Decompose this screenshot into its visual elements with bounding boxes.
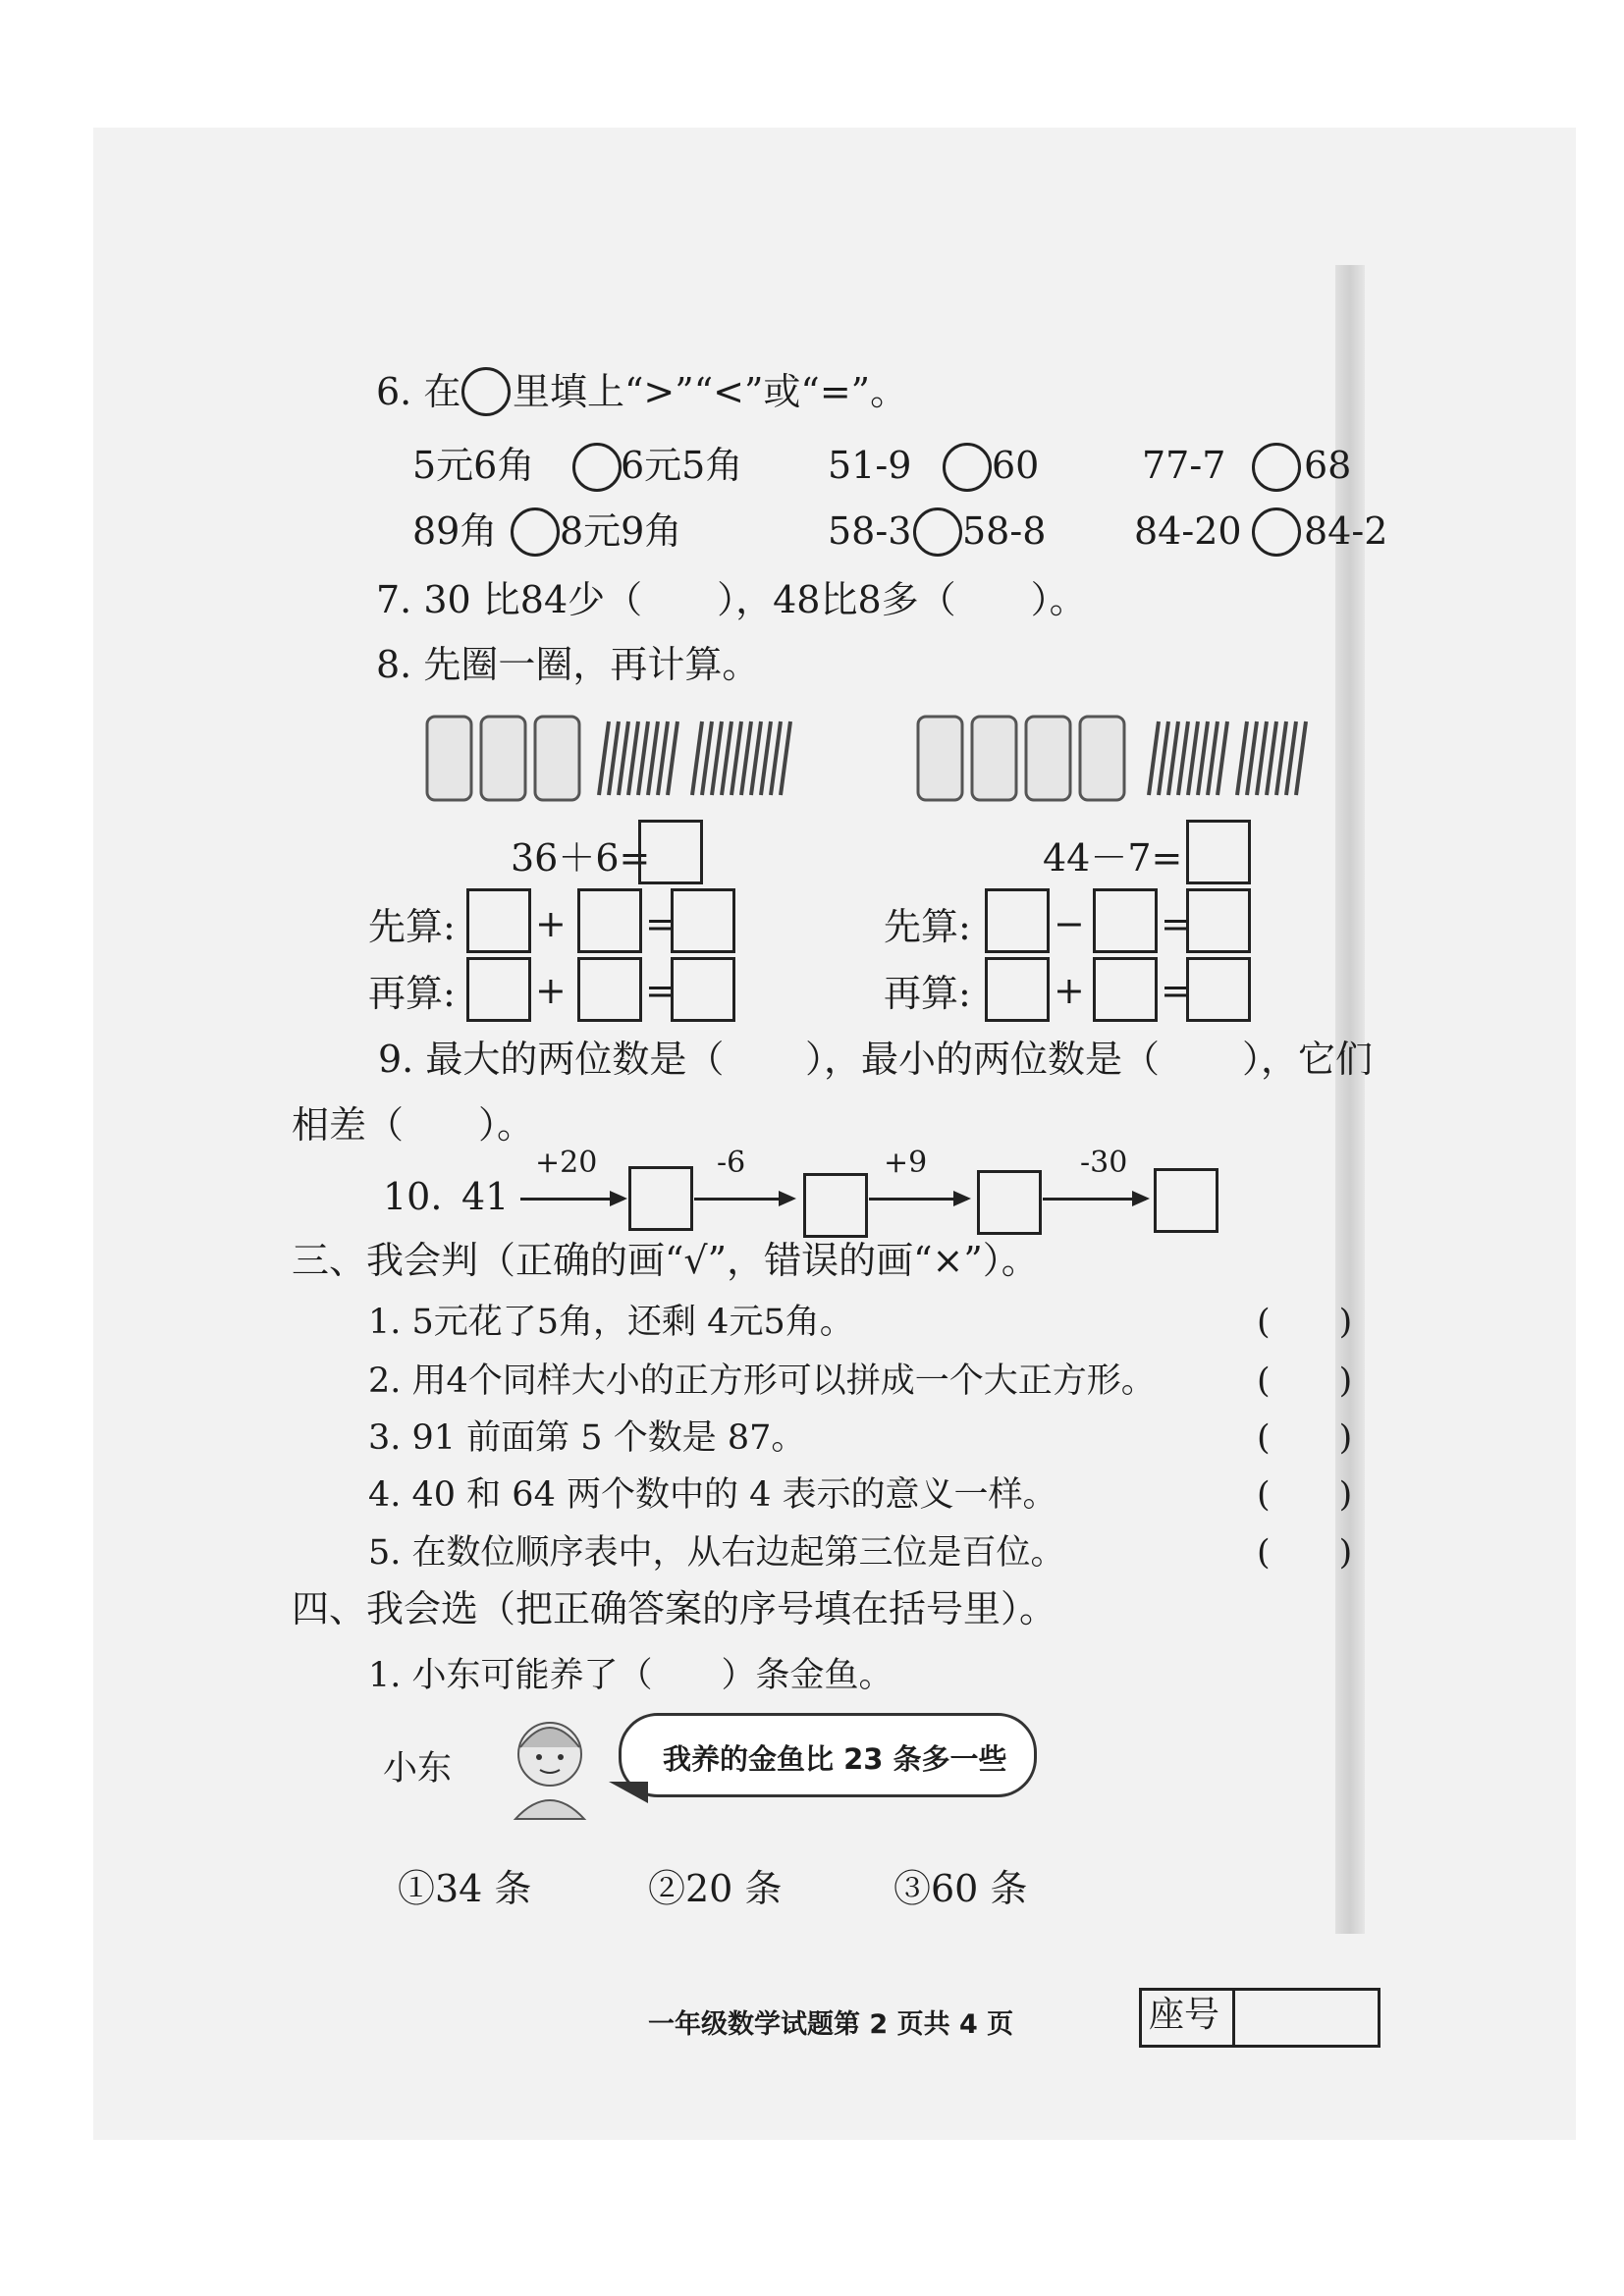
judge-paren-4[interactable]: ( ) xyxy=(1257,1475,1353,1515)
judge-paren-2[interactable]: ( ) xyxy=(1257,1362,1353,1401)
q10-start: 41 xyxy=(461,1175,510,1218)
answer-box[interactable] xyxy=(985,888,1050,953)
arrow-right-icon xyxy=(520,1198,623,1201)
judge-item-4: 4. 40 和 64 两个数中的 4 表示的意义一样。 xyxy=(368,1475,1057,1515)
q9-line2: 相差（ ）。 xyxy=(292,1103,535,1147)
answer-box[interactable] xyxy=(977,1170,1042,1235)
equals-sign: = xyxy=(1161,902,1192,945)
answer-box[interactable] xyxy=(577,888,642,953)
answer-box[interactable] xyxy=(803,1173,868,1238)
answer-box[interactable] xyxy=(1093,957,1158,1022)
answer-box[interactable] xyxy=(671,888,735,953)
q6-title-b: 里填上“>”“<”或“=”。 xyxy=(513,370,908,413)
q6-r2-b2: 58-8 xyxy=(962,509,1047,553)
q8-title: 8. 先圈一圈，再计算。 xyxy=(376,643,760,686)
q10-op2: -6 xyxy=(717,1146,746,1180)
answer-box[interactable] xyxy=(1186,820,1251,884)
plus-sign: + xyxy=(535,902,567,945)
answer-box[interactable] xyxy=(985,957,1050,1022)
q6-r2-c1: 84-20 xyxy=(1134,509,1242,553)
answer-box[interactable] xyxy=(466,888,531,953)
page-footer: 一年级数学试题第 2 页共 4 页 xyxy=(648,2009,1014,2040)
then-calc-label: 再算: xyxy=(368,972,456,1015)
answer-box[interactable] xyxy=(577,957,642,1022)
circle-blank-icon[interactable] xyxy=(511,507,560,557)
q10-label: 10. xyxy=(383,1175,443,1218)
arrow-right-icon xyxy=(1043,1198,1146,1201)
circle-blank-icon[interactable] xyxy=(461,367,511,416)
q6-r1-c2: 68 xyxy=(1304,444,1352,487)
boy-avatar-icon xyxy=(496,1713,604,1821)
plus-sign: + xyxy=(535,969,567,1012)
circle-blank-icon[interactable] xyxy=(913,507,962,557)
plus-sign: + xyxy=(1054,969,1085,1012)
judge-item-2: 2. 用4个同样大小的正方形可以拼成一个大正方形。 xyxy=(368,1362,1156,1401)
bundled-sticks-illustration xyxy=(412,707,1394,815)
q10-op4: -30 xyxy=(1080,1146,1128,1180)
option-1[interactable]: ①34 条 xyxy=(398,1867,532,1910)
then-calc-label: 再算: xyxy=(884,972,971,1015)
circle-blank-icon[interactable] xyxy=(1252,443,1301,492)
q8-left-expr: 36＋6= xyxy=(511,836,651,880)
answer-box[interactable] xyxy=(466,957,531,1022)
boy-name: 小东 xyxy=(383,1749,453,1789)
judge-item-5: 5. 在数位顺序表中，从右边起第三位是百位。 xyxy=(368,1533,1065,1573)
option-3[interactable]: ③60 条 xyxy=(893,1867,1028,1910)
circle-blank-icon[interactable] xyxy=(1252,507,1301,557)
q10-op3: +9 xyxy=(884,1146,928,1180)
arrow-right-icon xyxy=(694,1198,792,1201)
judge-paren-1[interactable]: ( ) xyxy=(1257,1303,1353,1342)
judge-item-1: 1. 5元花了5角，还剩 4元5角。 xyxy=(368,1303,854,1342)
answer-box[interactable] xyxy=(1154,1168,1218,1233)
arrow-right-icon xyxy=(869,1198,967,1201)
section3-heading: 三、我会判（正确的画“√”，错误的画“×”）。 xyxy=(292,1239,1039,1282)
q6-r2-c2: 84-2 xyxy=(1304,509,1388,553)
answer-box[interactable] xyxy=(1186,957,1251,1022)
equals-sign: = xyxy=(1161,969,1192,1012)
circle-blank-icon[interactable] xyxy=(572,443,622,492)
section4-heading: 四、我会选（把正确答案的序号填在括号里）。 xyxy=(292,1587,1057,1630)
q9-line1-a: 9. 最大的两位数是（ xyxy=(378,1038,725,1081)
q10-op1: +20 xyxy=(535,1146,598,1180)
first-calc-label: 先算: xyxy=(368,905,456,948)
answer-box[interactable] xyxy=(671,957,735,1022)
q6-r1-a1: 5元6角 xyxy=(412,444,535,487)
option-2[interactable]: ②20 条 xyxy=(648,1867,783,1910)
circle-blank-icon[interactable] xyxy=(943,443,992,492)
q6-r2-a1: 89角 xyxy=(412,509,498,553)
q6-title-a: 6. 在 xyxy=(376,370,461,413)
q6-r1-b1: 51-9 xyxy=(828,444,912,487)
q6-r2-b1: 58-3 xyxy=(828,509,912,553)
equals-sign: = xyxy=(645,969,677,1012)
first-calc-label: 先算: xyxy=(884,905,971,948)
q9-line1-c: ），它们 xyxy=(1242,1038,1374,1081)
q8-right-expr: 44－7= xyxy=(1043,836,1183,880)
seat-divider xyxy=(1232,1988,1235,2048)
q6-r1-c1: 77-7 xyxy=(1142,444,1226,487)
speech-bubble-tail xyxy=(609,1782,648,1803)
answer-box[interactable] xyxy=(628,1166,693,1231)
answer-box[interactable] xyxy=(1186,888,1251,953)
answer-box[interactable] xyxy=(1093,888,1158,953)
judge-item-3: 3. 91 前面第 5 个数是 87。 xyxy=(368,1418,806,1458)
q6-r1-a2: 6元5角 xyxy=(621,444,743,487)
choice-q1: 1. 小东可能养了（ ）条金鱼。 xyxy=(368,1656,893,1695)
judge-paren-3[interactable]: ( ) xyxy=(1257,1418,1353,1458)
answer-box[interactable] xyxy=(638,820,703,884)
q6-r2-a2: 8元9角 xyxy=(560,509,682,553)
minus-sign: − xyxy=(1054,902,1085,945)
judge-paren-5[interactable]: ( ) xyxy=(1257,1533,1353,1573)
speech-bubble-text: 我养的金鱼比 23 条多一些 xyxy=(663,1742,1007,1776)
equals-sign: = xyxy=(645,902,677,945)
seat-label: 座号 xyxy=(1149,1995,1220,2035)
q7-text: 7. 30 比84少（ ），48比8多（ ）。 xyxy=(376,578,1087,621)
q9-line1-b: ），最小的两位数是（ xyxy=(805,1038,1161,1081)
q6-r1-b2: 60 xyxy=(992,444,1040,487)
